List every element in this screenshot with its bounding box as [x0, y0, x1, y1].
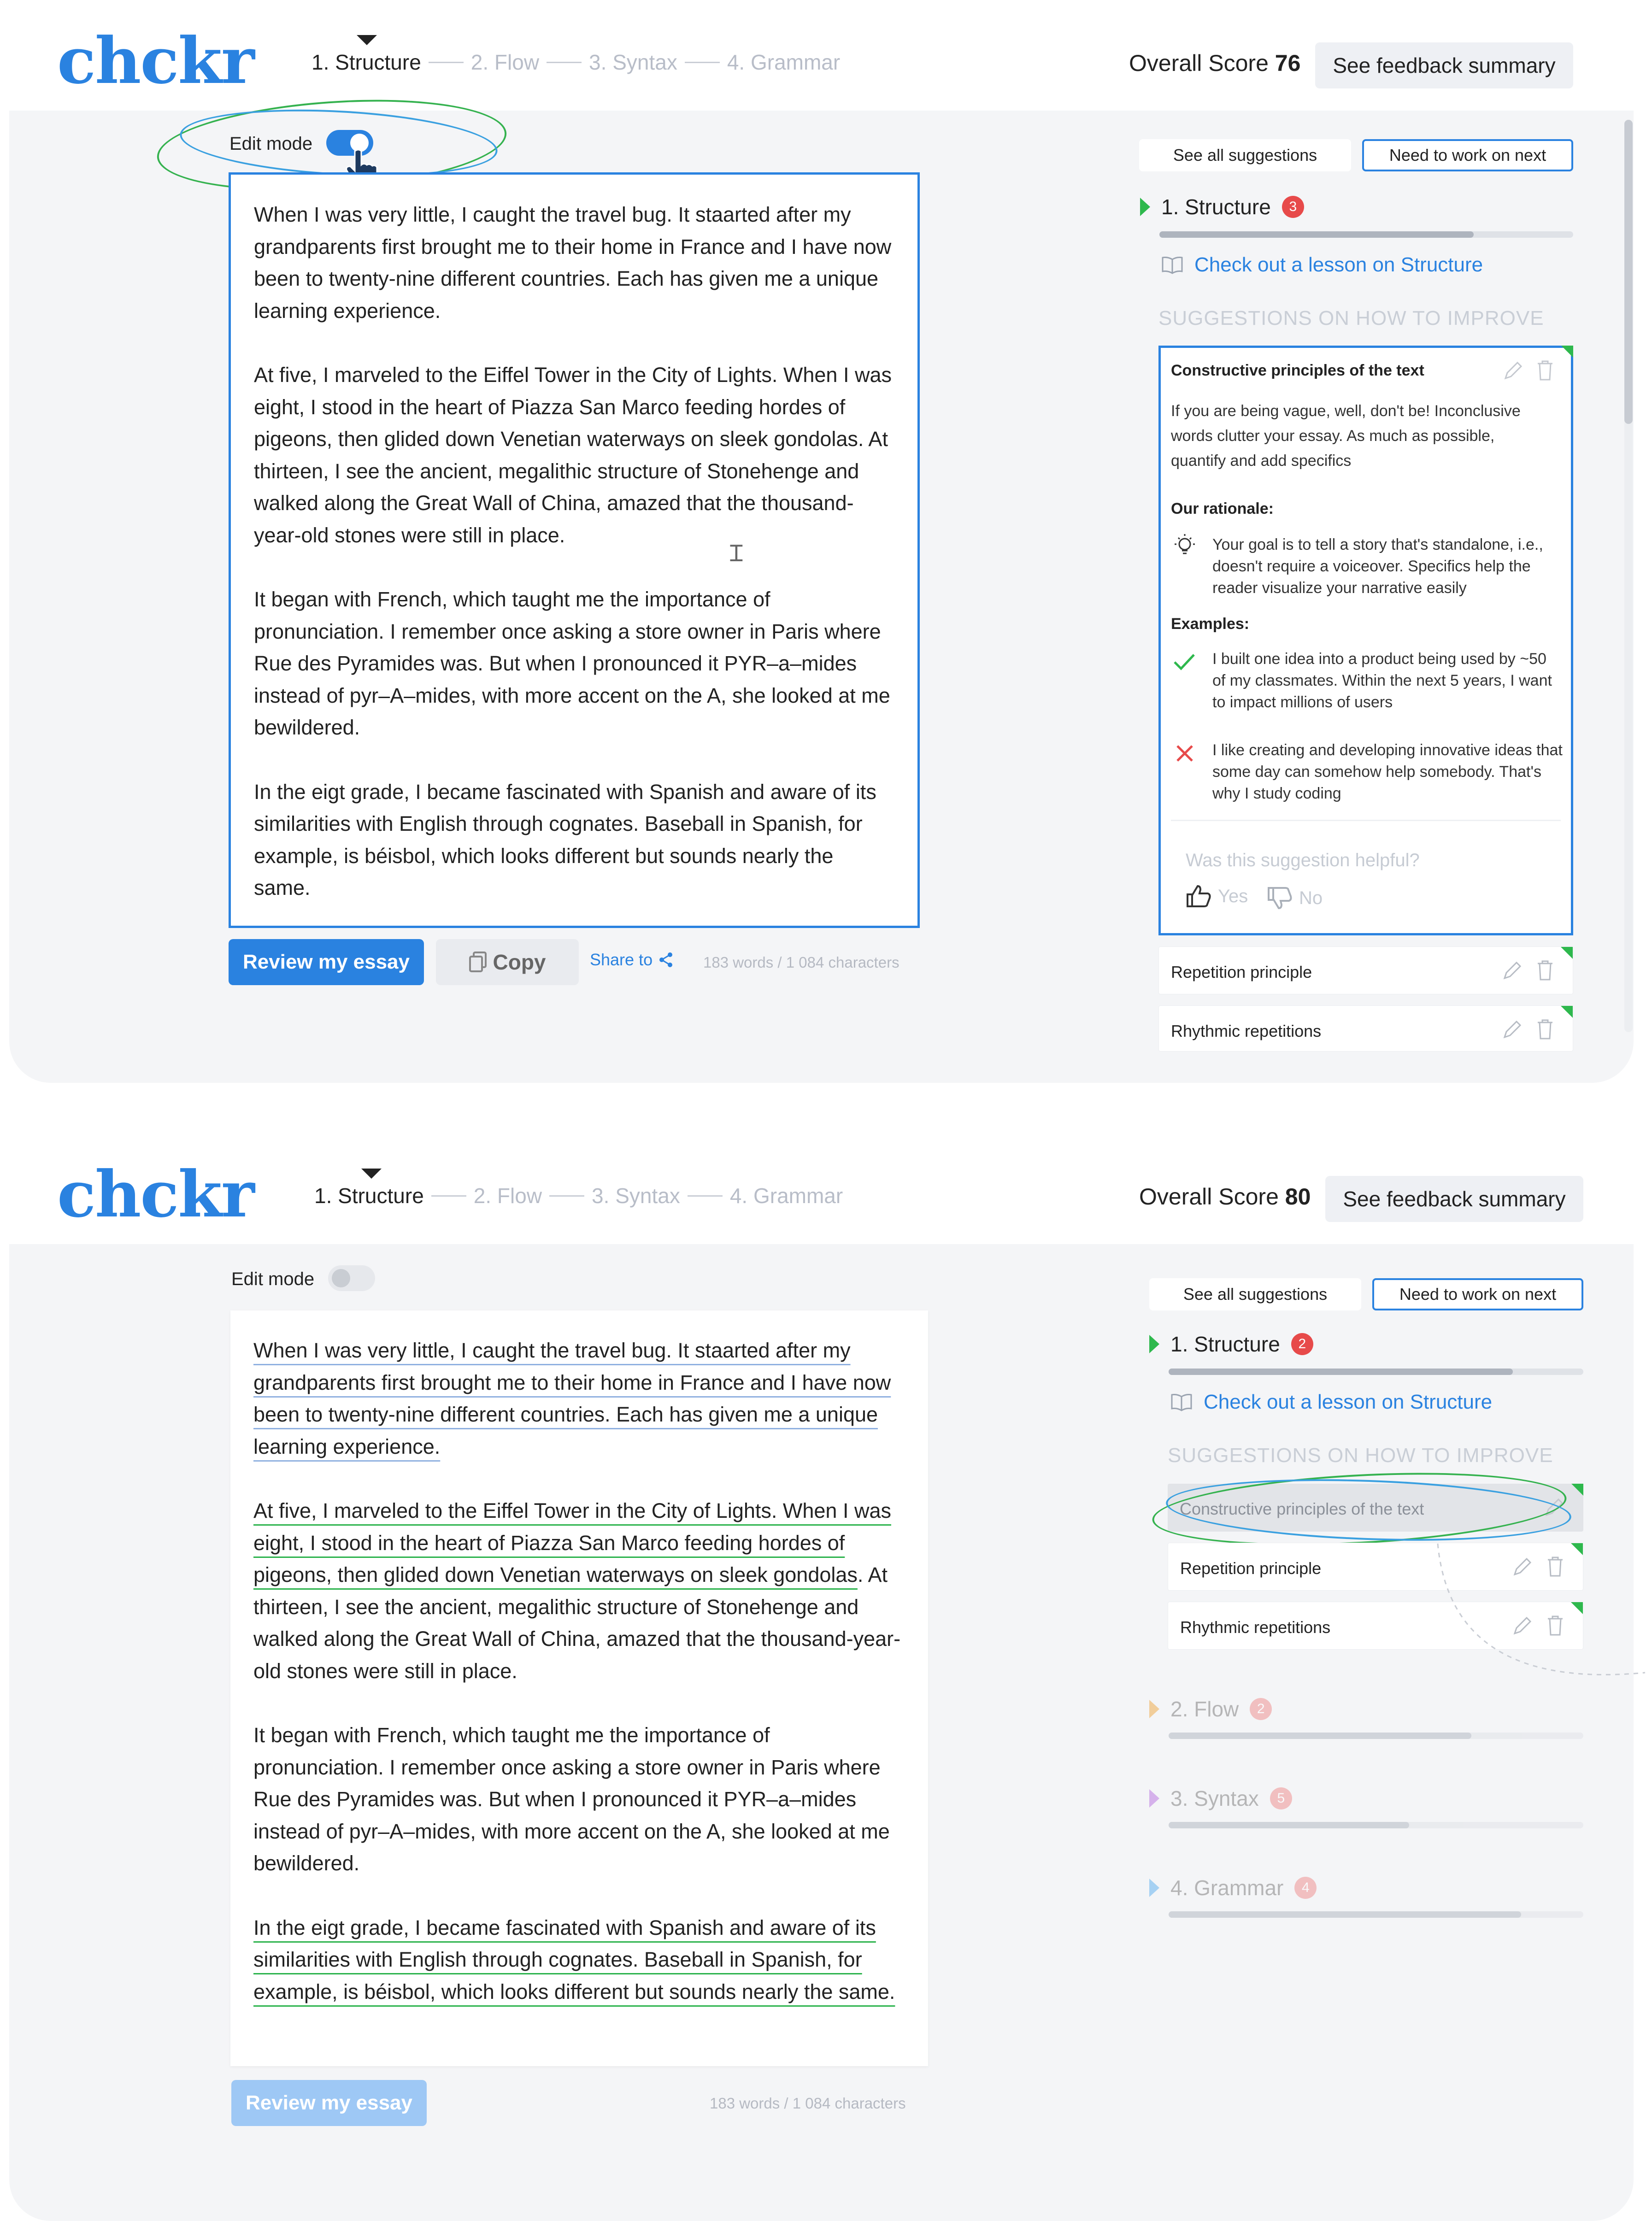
essay-paragraph-flagged[interactable]: In the eigt grade, I became fascinated with Spanish and aware of its similarities with English through cognates. Baseball in Spanish, for example, is béisbol, which looks different but sounds nearly the same.	[253, 1915, 895, 2003]
copy-icon	[469, 952, 487, 973]
essay-paragraph: It began with French, which taught me the importance of pronunciation. I remember once asking a store owner in Paris where Rue des Pyramides was. But when I pronounced it PYR–a–mides instead of pyr–A–mides, with more accent on the A, she looked at me bewildered.	[254, 587, 890, 739]
overall-score-value: 76	[1275, 50, 1301, 76]
review-essay-button[interactable]: Review my essay	[229, 939, 424, 985]
overall-score-label: Overall Score	[1139, 1184, 1279, 1210]
category-syntax[interactable]	[1149, 1786, 1292, 1811]
thumbs-down-icon	[1267, 886, 1293, 910]
scrollbar-track[interactable]	[1624, 120, 1633, 1032]
card-corner-mark	[1561, 947, 1573, 959]
screen-edit-mode-off	[0, 1134, 1652, 2238]
bad-example-cross-icon	[1175, 743, 1195, 764]
category-structure[interactable]	[1149, 1332, 1313, 1357]
essay-paragraph: It began with French, which taught me the importance of pronunciation. I remember once asking a store owner in Paris where Rue des Pyramides was. But when I pronounced it PYR–a–mides instead of pyr–A–mides, with more accent on the A, she looked at me bewildered.	[253, 1723, 890, 1875]
category-label: 3. Syntax	[1170, 1786, 1259, 1810]
need-to-work-on-next-button[interactable]: Need to work on next	[1362, 139, 1573, 171]
step-connector	[429, 62, 464, 63]
divider	[1171, 820, 1561, 821]
copy-label: Copy	[493, 950, 546, 974]
card-actions	[1503, 360, 1554, 381]
category-label: 4. Grammar	[1170, 1876, 1284, 1900]
overall-score-label: Overall Score	[1129, 50, 1269, 76]
edit-mode-label: Edit mode	[229, 134, 313, 154]
step-flow[interactable]: 2. Flow	[473, 1184, 542, 1208]
essay-paragraph	[253, 1912, 905, 2008]
need-to-work-on-next-button[interactable]: Need to work on next	[1372, 1278, 1583, 1310]
suggestion-count-badge: 5	[1270, 1787, 1292, 1809]
essay-paragraph-flagged[interactable]: When I was very little, I caught the travel bug. It staarted after my grandparents first brought me to their home in France and I have now been to twenty-nine different countries. Each has given me a unique learning experience.	[253, 1339, 891, 1458]
flow-progress-bar	[1169, 1733, 1583, 1739]
examples-label: Examples:	[1171, 615, 1250, 633]
card-actions	[1502, 1019, 1554, 1040]
helpful-yes-button[interactable]	[1186, 884, 1248, 908]
edit-mode-label: Edit mode	[231, 1269, 315, 1289]
essay-editor[interactable]	[229, 172, 920, 928]
structure-progress-bar	[1169, 1369, 1583, 1375]
scrollbar-thumb[interactable]	[1624, 120, 1633, 424]
book-icon	[1161, 256, 1183, 274]
share-link[interactable]	[590, 950, 674, 969]
delete-trash-icon[interactable]	[1536, 360, 1554, 381]
expand-triangle-icon	[1149, 1879, 1159, 1897]
feedback-summary-button[interactable]: See feedback summary	[1315, 42, 1573, 88]
essay-paragraph: In the eigt grade, I became fascinated with Spanish and aware of its similarities with English through cognates. Baseball in Spanish, for example, is béisbol, which looks different but sounds nearly the same.	[254, 780, 876, 899]
card-actions	[1502, 960, 1554, 981]
word-count: 183 words / 1 084 characters	[703, 954, 899, 971]
essay-paragraph	[253, 1334, 905, 1463]
suggestion-item-title: Repetition principle	[1171, 963, 1312, 981]
delete-trash-icon[interactable]	[1536, 960, 1554, 981]
step-nav	[312, 50, 840, 75]
delete-trash-icon[interactable]	[1536, 1019, 1554, 1040]
card-corner-mark	[1571, 1484, 1583, 1496]
thumbs-up-icon	[1186, 884, 1211, 908]
step-grammar[interactable]: 4. Grammar	[729, 1184, 843, 1208]
suggestion-item-title: Rhythmic repetitions	[1171, 1022, 1322, 1040]
lightbulb-icon	[1172, 532, 1198, 560]
review-essay-button[interactable]: Review my essay	[231, 2080, 427, 2126]
step-grammar[interactable]: 4. Grammar	[727, 50, 841, 74]
edit-mode-toggle[interactable]	[328, 1265, 375, 1291]
edit-pencil-icon[interactable]	[1502, 960, 1523, 981]
helpful-question: Was this suggestion helpful?	[1186, 850, 1420, 870]
expand-triangle-icon	[1149, 1335, 1159, 1353]
step-structure[interactable]: 1. Structure	[312, 50, 421, 74]
step-nav	[314, 1183, 843, 1208]
expand-triangle-icon	[1149, 1789, 1159, 1808]
suggestion-count-badge: 2	[1250, 1698, 1272, 1720]
step-connector	[431, 1195, 466, 1197]
see-all-suggestions-button[interactable]: See all suggestions	[1149, 1278, 1361, 1310]
suggestions-heading: SUGGESTIONS ON HOW TO IMPROVE	[1168, 1444, 1553, 1467]
suggestions-heading: SUGGESTIONS ON HOW TO IMPROVE	[1158, 307, 1544, 329]
category-grammar[interactable]	[1149, 1875, 1317, 1900]
essay-paragraph-rest: . At thirteen, I see the ancient, megalithic structure of Stonehenge and walked along the Great Wall of China, amazed that the thousand-year-old stones were still in place.	[253, 1563, 901, 1683]
step-connector	[549, 1195, 584, 1197]
top-bar	[0, 0, 1652, 111]
suggestion-title: Constructive principles of the text	[1171, 362, 1424, 379]
essay-paragraph	[253, 1495, 905, 1687]
essay-view	[230, 1310, 928, 2066]
category-label: 1. Structure	[1170, 1332, 1280, 1356]
edit-pencil-icon[interactable]	[1503, 360, 1524, 381]
rationale-text: Your goal is to tell a story that's standalone, i.e., doesn't require a voiceover. Specifics help the reader visualize your narrative easily	[1212, 536, 1543, 597]
grammar-progress-bar	[1169, 1911, 1583, 1918]
card-corner-mark	[1561, 346, 1573, 358]
step-syntax[interactable]: 3. Syntax	[592, 1184, 680, 1208]
lesson-link-label: Check out a lesson on Structure	[1204, 1391, 1493, 1413]
step-flow[interactable]: 2. Flow	[470, 50, 540, 74]
book-icon	[1170, 1393, 1193, 1411]
lesson-link[interactable]	[1170, 1391, 1492, 1414]
helpful-no-button[interactable]	[1267, 886, 1323, 910]
step-connector	[685, 62, 720, 63]
see-all-suggestions-button[interactable]: See all suggestions	[1139, 139, 1351, 171]
suggestion-count-badge: 2	[1291, 1333, 1313, 1355]
lesson-link-label: Check out a lesson on Structure	[1194, 253, 1483, 276]
suggestion-body: If you are being vague, well, don't be! Inconclusive words clutter your essay. As much as possible, quantify and add specifics	[1171, 402, 1521, 470]
suggestion-item[interactable]	[1158, 1005, 1573, 1051]
text-cursor-icon: Ɪ	[730, 540, 743, 566]
structure-progress-bar	[1159, 231, 1573, 238]
share-icon	[658, 952, 674, 968]
essay-paragraph: At five, I marveled to the Eiffel Tower in the City of Lights. When I was eight, I stood in the heart of Piazza San Marco feeding hordes of pigeons, then glided down Venetian waterways on sleek gondolas. At thirteen, I see the ancient, megalithic structure of Stonehenge and walked along the Great Wall of China, amazed that the thousand-year-old stones were still in place.	[254, 363, 892, 547]
bad-example-text: I like creating and developing innovative ideas that some day can somehow help somebody. That's why I study coding	[1212, 741, 1563, 802]
category-structure-label: 1. Structure	[1161, 195, 1271, 219]
category-label: 2. Flow	[1170, 1697, 1239, 1721]
rationale-label: Our rationale:	[1171, 500, 1274, 517]
top-bar	[0, 1134, 1652, 1244]
card-corner-mark	[1561, 1006, 1573, 1018]
drag-path-arc	[1433, 1539, 1650, 1733]
share-label: Share to	[590, 950, 653, 969]
helpful-yes-label: Yes	[1218, 886, 1248, 906]
app-logo: chckr	[57, 23, 254, 98]
expand-triangle-icon	[1140, 198, 1150, 216]
word-count: 183 words / 1 084 characters	[710, 2095, 906, 2112]
feedback-summary-button[interactable]: See feedback summary	[1325, 1176, 1583, 1222]
suggestion-count-badge: 3	[1282, 196, 1304, 218]
essay-paragraph: When I was very little, I caught the travel bug. It staarted after my grandparents first brought me to their home in France and I have now been to twenty-nine different countries. Each has given me a unique learning experience.	[254, 203, 892, 323]
overall-score	[1139, 1183, 1311, 1210]
app-logo: chckr	[57, 1157, 254, 1232]
suggestion-detail-card	[1158, 346, 1573, 935]
suggestion-item-title: Rhythmic repetitions	[1180, 1618, 1331, 1637]
screen-edit-mode-on	[0, 0, 1652, 1106]
edit-pencil-icon[interactable]	[1502, 1019, 1523, 1040]
essay-paragraph-flagged[interactable]: At five, I marveled to the Eiffel Tower in the City of Lights. When I was eight, I stood in the heart of Piazza San Marco feeding hordes of pigeons, then glided down Venetian waterways on sleek gondolas	[253, 1499, 891, 1586]
syntax-progress-bar	[1169, 1822, 1583, 1828]
good-example-check-icon	[1173, 652, 1196, 672]
step-syntax[interactable]: 3. Syntax	[589, 50, 677, 74]
overall-score-value: 80	[1285, 1184, 1311, 1210]
good-example-text: I built one idea into a product being used by ~50 of my classmates. Within the next 5 years, I want to impact millions of users	[1212, 650, 1552, 711]
copy-button[interactable]	[436, 939, 579, 985]
step-connector	[688, 1195, 723, 1197]
current-step-caret-icon	[361, 1169, 382, 1179]
step-structure[interactable]: 1. Structure	[314, 1184, 424, 1208]
category-structure[interactable]	[1140, 194, 1304, 219]
suggestion-item[interactable]	[1158, 946, 1573, 994]
suggestion-count-badge: 4	[1294, 1877, 1317, 1899]
suggestion-item-title: Constructive principles of the text	[1180, 1499, 1424, 1518]
suggestion-item-title: Repetition principle	[1180, 1559, 1322, 1578]
helpful-no-label: No	[1299, 887, 1323, 908]
step-connector	[547, 62, 582, 63]
current-step-caret-icon	[357, 35, 377, 45]
overall-score	[1129, 50, 1300, 76]
expand-triangle-icon	[1149, 1700, 1159, 1718]
lesson-link[interactable]	[1161, 253, 1483, 276]
category-flow[interactable]	[1149, 1697, 1272, 1721]
